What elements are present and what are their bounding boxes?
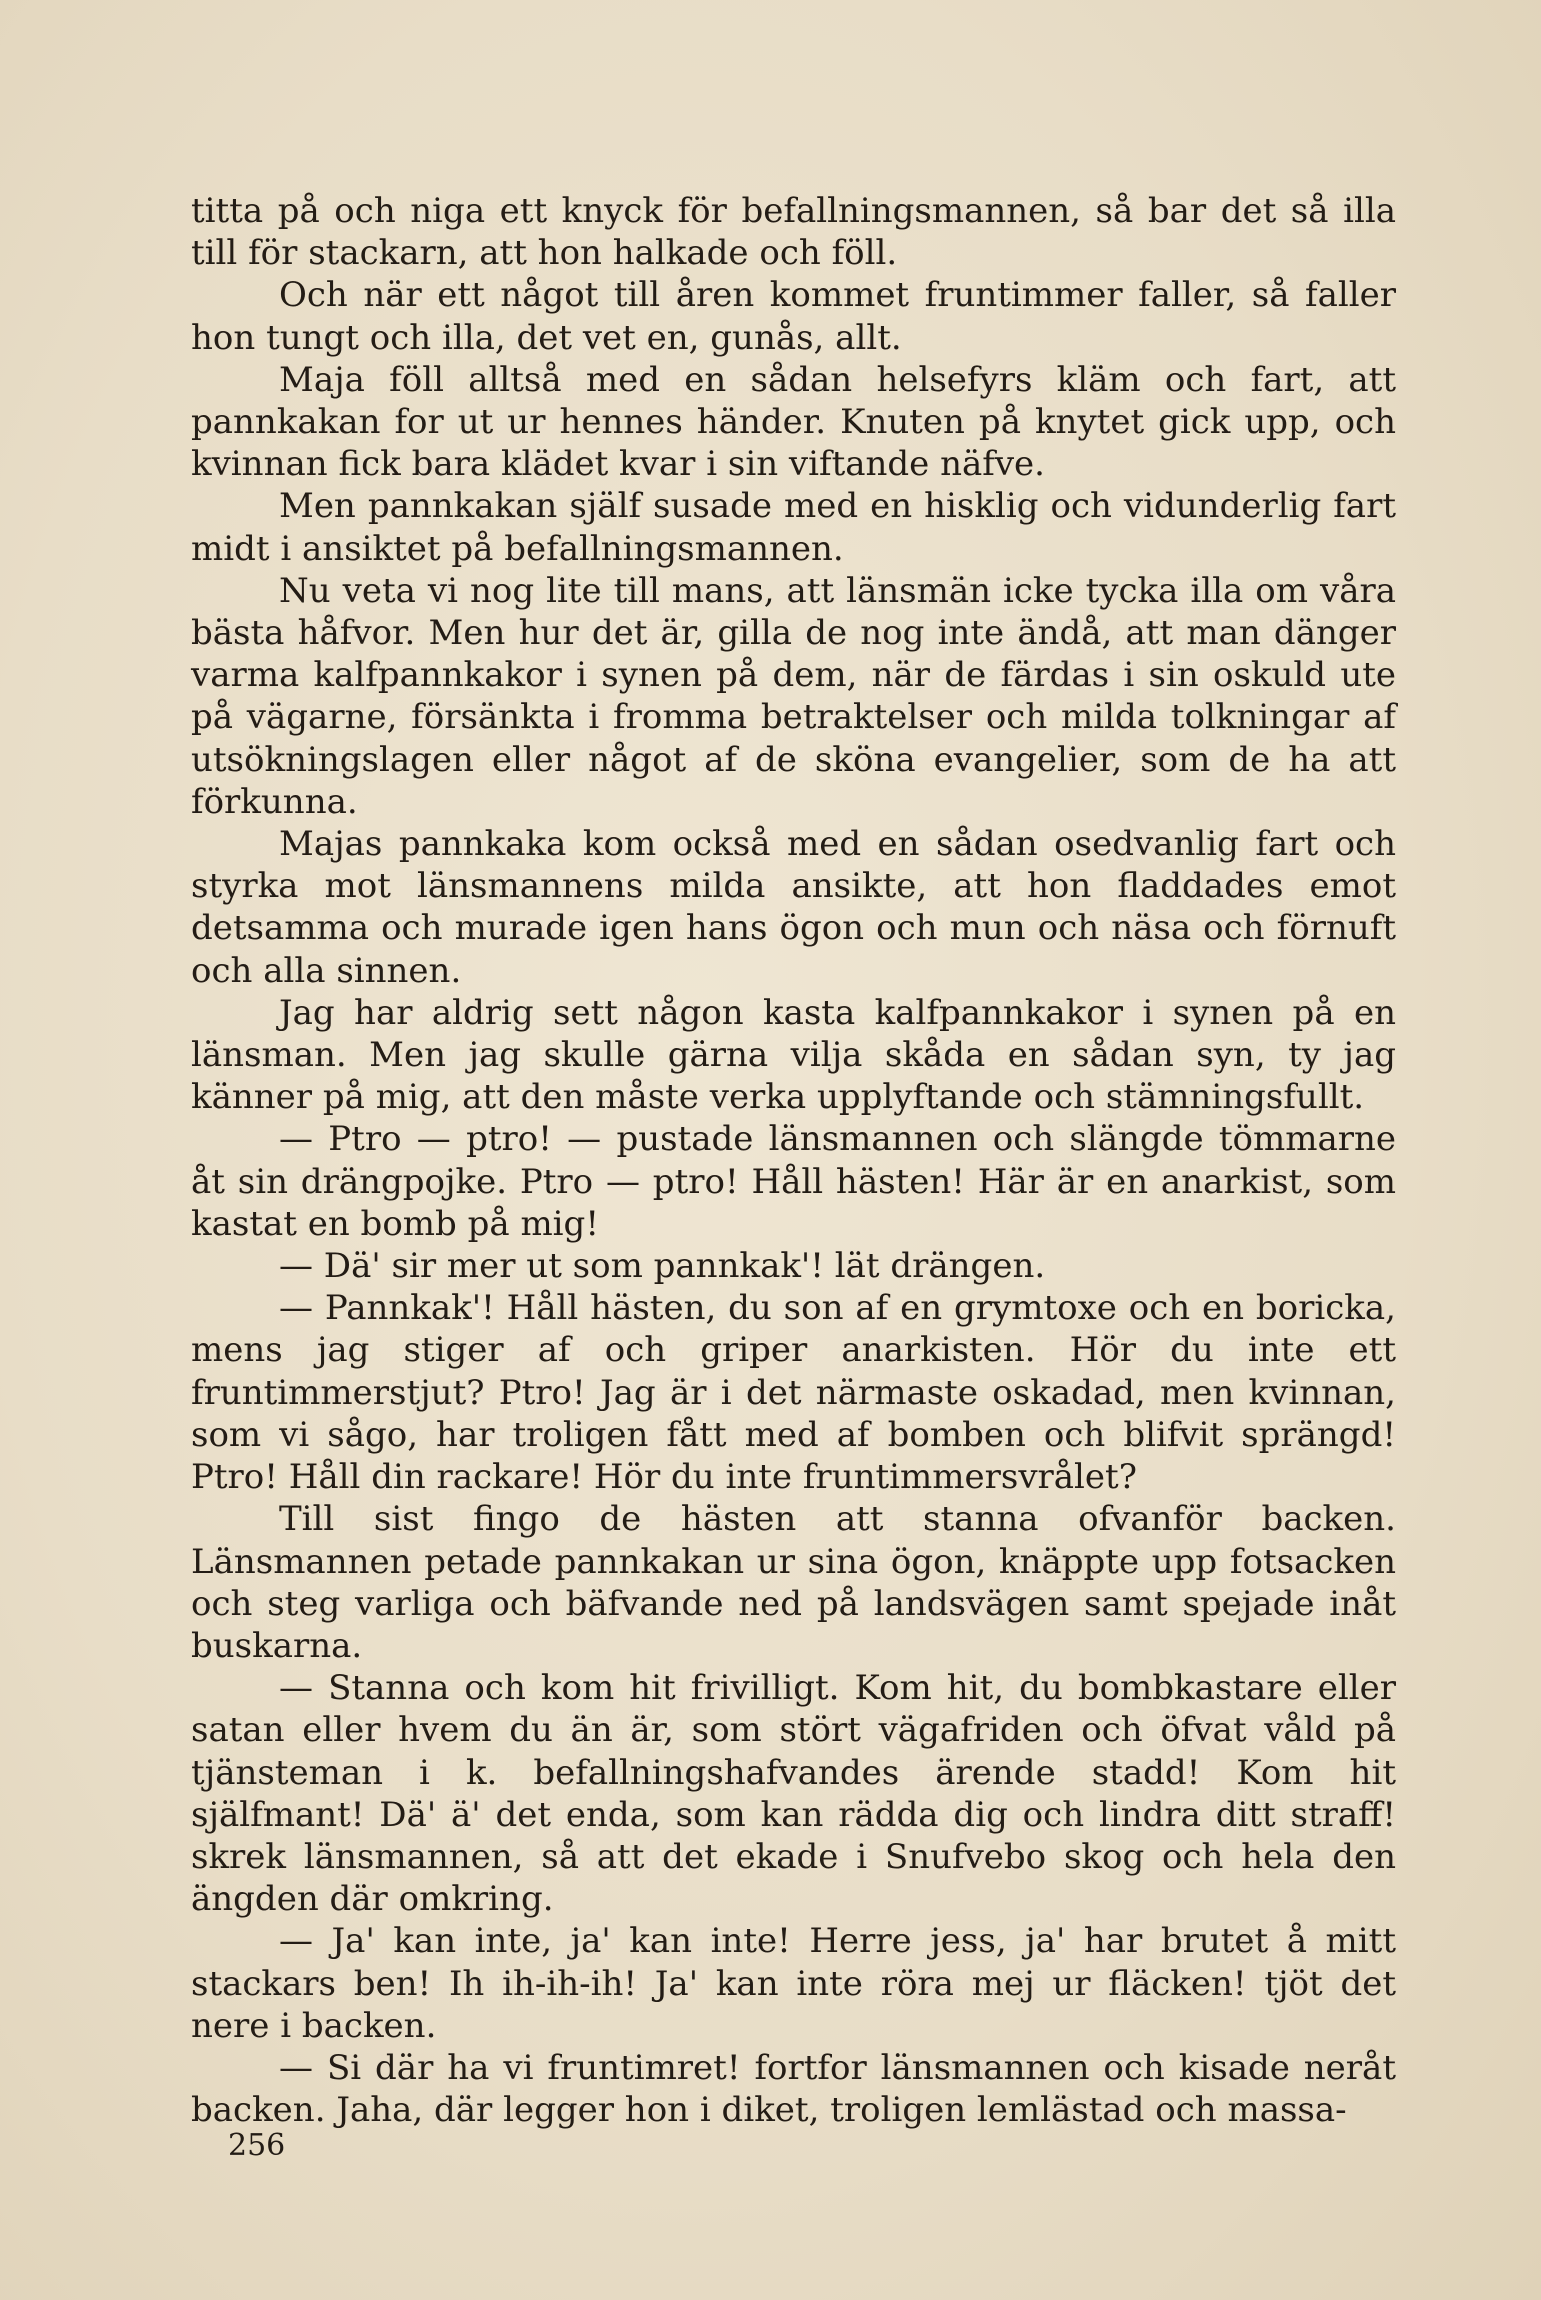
- paragraph: — Si där ha vi fruntimret! fortfor länsmannen och kisade neråt backen. Jaha, där legger hon i diket, troligen lemlästad och massa-: [191, 2047, 1396, 2131]
- paragraph: — Stanna och kom hit frivilligt. Kom hit, du bombkastare eller satan eller hvem du än är, som stört vägafriden och öfvat våld på tjänsteman i k. befallningshafvandes ärende stadd! Kom hit själfmant! Dä' ä' det enda, som kan rädda dig och lindra ditt straff! skrek länsmannen, så att det ekade i Snufvebo skog och hela den ängden där omkring.: [191, 1668, 1396, 1920]
- paragraph: — Dä' sir mer ut som pannkak'! lät drängen.: [279, 1246, 1046, 1287]
- paragraph: Nu veta vi nog lite till mans, att länsmän icke tycka illa om våra bästa håfvor. Men hur det är, gilla de nog inte ändå, att man dänger varma kalfpannkakor i synen på dem, när de färdas i sin oskuld ute på vägarne, försänkta i fromma betraktelser och milda tolkningar af utsökningslagen eller något af de sköna evangelier, som de ha att förkunna.: [191, 570, 1396, 822]
- paragraph: — Pannkak'! Håll hästen, du son af en grymtoxe och en boricka, mens jag stiger af och griper anarkisten. Hör du inte ett fruntimmerstjut? Ptro! Jag är i det närmaste oskadad, men kvinnan, som vi sågo, har troligen fått med af bomben och blifvit sprängd! Ptro! Håll din rackare! Hör du inte fruntimmersvrålet?: [191, 1288, 1396, 1498]
- body-text: [191, 190, 1396, 2131]
- paragraph: Majas pannkaka kom också med en sådan osedvanlig fart och styrka mot länsmannens milda ansikte, att hon fladdades emot detsamma och murade igen hans ögon och mun och näsa och förnuft och alla sinnen.: [191, 824, 1396, 991]
- paragraph: titta på och niga ett knyck för befallningsmannen, så bar det så illa till för stackarn, att hon halkade och föll.: [191, 191, 1396, 274]
- paragraph: Till sist fingo de hästen att stanna ofvanför backen. Länsmannen petade pannkakan ur sina ögon, knäppte upp fotsacken och steg varliga och bäfvande ned på landsvägen samt spejade inåt buskarna.: [191, 1499, 1396, 1666]
- paragraph: Men pannkakan själf susade med en hisklig och vidunderlig fart midt i ansiktet på befallningsmannen.: [191, 486, 1396, 569]
- paragraph: — Ja' kan inte, ja' kan inte! Herre jess, ja' har brutet å mitt stackars ben! Ih ih-ih-ih! Ja' kan inte röra mej ur fläcken! tjöt det nere i backen.: [191, 1921, 1396, 2046]
- paragraph: Och när ett något till åren kommet fruntimmer faller, så faller hon tungt och illa, det vet en, gunås, allt.: [191, 275, 1396, 358]
- paragraph: Jag har aldrig sett någon kasta kalfpannkakor i synen på en länsman. Men jag skulle gärna vilja skåda en sådan syn, ty jag känner på mig, att den måste verka upplyftande och stämningsfullt.: [191, 992, 1396, 1118]
- paragraph: — Ptro — ptro! — pustade länsmannen och slängde tömmarne åt sin drängpojke. Ptro — ptro! Håll hästen! Här är en anarkist, som kastat en bomb på mig!: [191, 1119, 1396, 1244]
- page-number: 256: [228, 2128, 286, 2163]
- paragraph: Maja föll alltså med en sådan helsefyrs kläm och fart, att pannkakan for ut ur hennes händer. Knuten på knytet gick upp, och kvinnan fick bara klädet kvar i sin viftande näfve.: [191, 359, 1396, 485]
